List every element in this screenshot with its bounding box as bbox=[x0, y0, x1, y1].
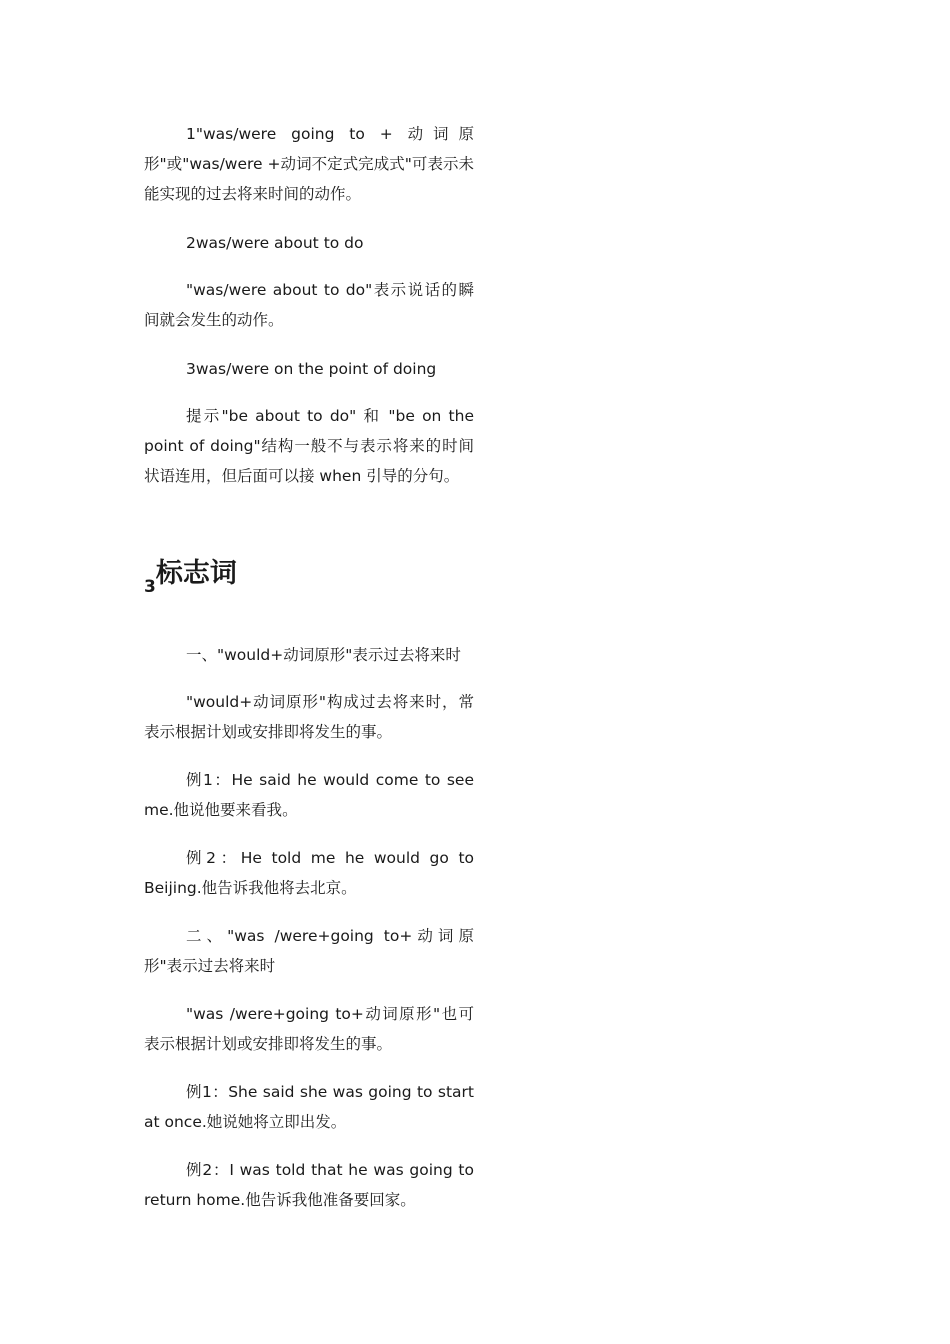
paragraph-point-of-heading: 3was/were on the point of doing bbox=[186, 360, 437, 378]
paragraph-about-to-heading: 2was/were about to do bbox=[186, 234, 364, 252]
section-title: 标志词 bbox=[155, 558, 237, 589]
item-would-example-2: 例2：He told me he would go to Beijing.他告诉我他将去北京。 bbox=[144, 849, 474, 897]
item-going-to-title: 二、"was /were+going to+动词原形"表示过去将来时 bbox=[144, 927, 474, 975]
paragraph-tip: 提示"be about to do" 和 "be on the point of doing"结构一般不与表示将来的时间状语连用，但后面可以接 when 引导的分句。 bbox=[144, 407, 474, 485]
item-going-to-example-1: 例1：She said she was going to start at once.她说她将立即出发。 bbox=[144, 1083, 474, 1131]
item-going-to-description: "was /were+going to+动词原形"也可表示根据计划或安排即将发生的事。 bbox=[144, 1005, 474, 1053]
item-would-example-1: 例1：He said he would come to see me.他说他要来看我。 bbox=[144, 771, 474, 819]
item-going-to-example-2: 例2：I was told that he was going to return home.他告诉我他准备要回家。 bbox=[144, 1161, 474, 1209]
paragraph-about-to-usage: "was/were about to do"表示说话的瞬间就会发生的动作。 bbox=[144, 281, 474, 329]
section-number: 3 bbox=[144, 577, 156, 597]
paragraph-going-to-usage: 1"was/were going to + 动词原形"或"was/were +动词不定式完成式"可表示未能实现的过去将来时间的动作。 bbox=[144, 125, 474, 203]
section-heading bbox=[144, 556, 237, 595]
item-would-title: 一、"would+动词原形"表示过去将来时 bbox=[186, 646, 461, 664]
item-would-description: "would+动词原形"构成过去将来时，常表示根据计划或安排即将发生的事。 bbox=[144, 693, 474, 741]
